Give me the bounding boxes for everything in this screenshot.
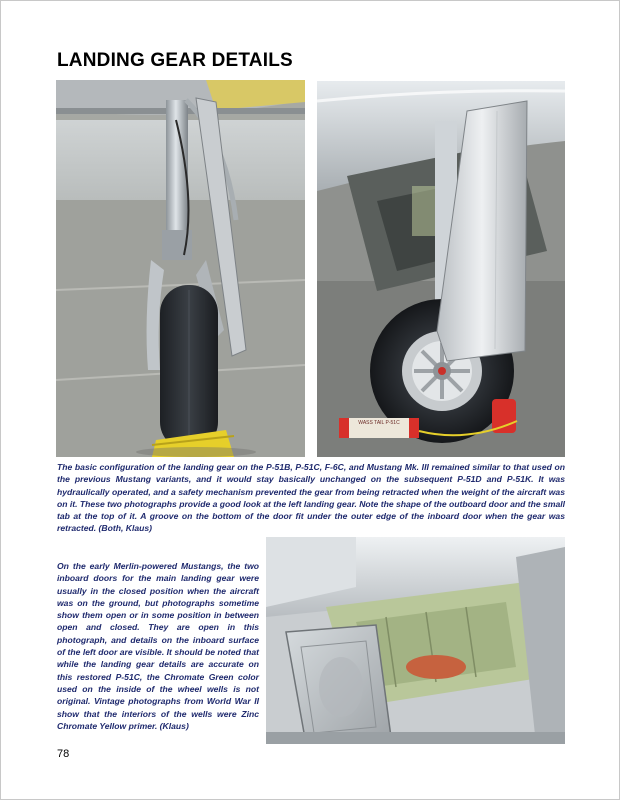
chock-label: WASS TAIL P-51C <box>358 420 400 426</box>
page-title: LANDING GEAR DETAILS <box>57 50 293 71</box>
page-number: 78 <box>57 748 70 760</box>
photo-inboard-doors <box>266 537 565 744</box>
photo-left-gear-side <box>317 81 565 457</box>
photo-left-gear-side-image <box>317 81 565 457</box>
caption-landing-gear-configuration: The basic configuration of the landing gear on the P-51B, P-51C, F-6C, and Mustang Mk. III remained similar to that used on the previous Mustang variants, and it would stay basically unchanged on the subsequent P-51D and P-51K. It was hydraulically operated, and a safety mechanism prevented the gear from being retracted when the weight of the aircraft was on it. These two photographs provide a good look at the left landing gear. Note the shape of the outboard door and the small tab at the top of it. A groove on the bottom of the door fit under the outer edge of the inboard door when the gear was retracted. (Both, Klaus) <box>57 462 566 534</box>
photo-left-gear-front <box>56 80 305 457</box>
photo-inboard-doors-image <box>266 537 565 744</box>
photo-left-gear-front-image <box>56 80 305 457</box>
caption-inboard-doors: On the early Merlin-powered Mustangs, the two inboard doors for the main landing gear were usually in the closed position when the aircraft was on the ground, but photographs sometime show them open or in some position in between open and closed. They are open in this photograph, and details on the inboard surface of the left door are visible. It should be noted that while the landing gear details are accurate on this restored P-51C, the Chromate Green color used on the inside of the wheel wells is not original. Vintage photographs from World War II show that the interiors of the wells were Zinc Chromate Yellow primer. (Klaus) <box>57 561 259 731</box>
